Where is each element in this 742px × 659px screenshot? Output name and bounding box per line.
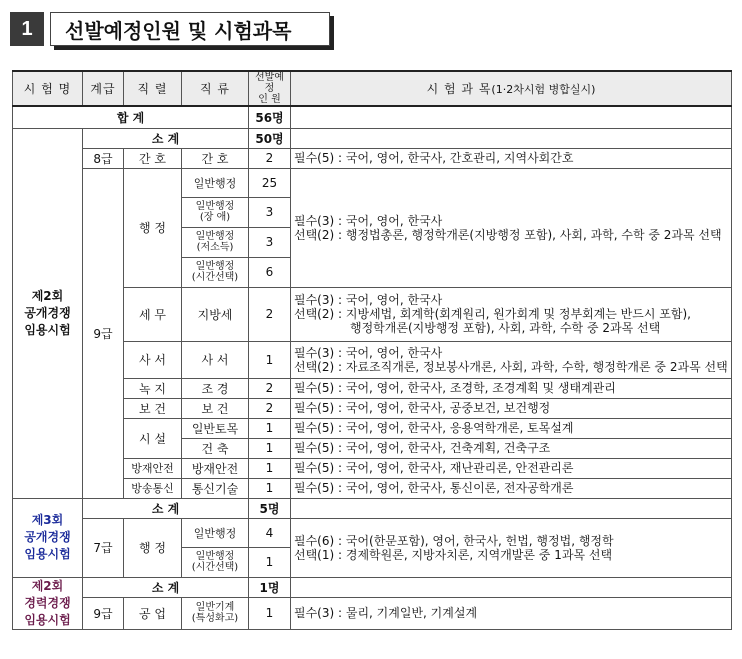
subjects-line: 필수(3) : 국어, 영어, 한국사 <box>294 345 443 360</box>
group2-subtotal-empty <box>291 498 732 518</box>
subjects-line: 필수(3) : 국어, 영어, 한국사 <box>294 213 443 228</box>
total-empty <box>291 106 732 128</box>
series-cell: 세 무 <box>124 287 182 341</box>
group2-name-l3: 임용시험 <box>24 547 71 561</box>
subjects-cell <box>291 518 732 577</box>
col-series: 직 렬 <box>124 71 182 106</box>
count-cell: 2 <box>249 287 291 341</box>
col-grade: 계급 <box>83 71 124 106</box>
kind-cell: 일반행정 <box>182 518 249 547</box>
col-count-line1: 선발예정 <box>255 72 284 94</box>
count-cell: 6 <box>249 257 291 287</box>
count-cell: 3 <box>249 227 291 257</box>
subjects-cell: 필수(3) : 물리, 기계일반, 기계설계 <box>291 598 732 629</box>
table-row <box>13 168 732 197</box>
col-exam-name: 시 험 명 <box>13 71 83 106</box>
kind-cell: 건 축 <box>182 438 249 458</box>
kind-line: (특성화고) <box>191 613 239 625</box>
series-cell: 행 정 <box>124 518 182 577</box>
kind-cell <box>182 598 249 629</box>
subjects-cell: 필수(5) : 국어, 영어, 한국사, 공중보건, 보건행정 <box>291 398 732 418</box>
subjects-cell <box>291 168 732 287</box>
group2-subtotal-label: 소 계 <box>83 498 249 518</box>
subjects-line: 필수(6) : 국어(한문포함), 영어, 한국사, 헌법, 행정법, 행정학 <box>294 533 614 548</box>
grade-cell: 9급 <box>83 598 124 629</box>
count-cell: 1 <box>249 478 291 498</box>
subjects-cell: 필수(5) : 국어, 영어, 한국사, 재난관리론, 안전관리론 <box>291 458 732 478</box>
col-subjects-label: 시 험 과 목 <box>426 82 492 96</box>
group1-subtotal: 50명 <box>249 128 291 148</box>
group3-subtotal: 1명 <box>249 577 291 598</box>
subjects-cell <box>291 287 732 341</box>
subjects-cell: 필수(5) : 국어, 영어, 한국사, 간호관리, 지역사회간호 <box>291 148 732 168</box>
series-cell: 사 서 <box>124 341 182 378</box>
series-cell: 방재안전 <box>124 458 182 478</box>
kind-cell: 일반행정 <box>182 168 249 197</box>
count-cell: 25 <box>249 168 291 197</box>
subjects-line: 선택(2) : 지방세법, 회계학(회계원리, 원가회계 및 정부회계는 반드시 포함), <box>294 307 691 321</box>
group3-name-l2: 경력경쟁 <box>24 595 71 610</box>
kind-cell: 방재안전 <box>182 458 249 478</box>
kind-line: 일반행정 <box>195 201 235 212</box>
subjects-cell: 필수(5) : 국어, 영어, 한국사, 조경학, 조경계획 및 생태계관리 <box>291 378 732 398</box>
group2-name <box>13 498 83 577</box>
col-subjects-note: (1·2차시험 병합실시) <box>491 83 596 96</box>
subjects-cell: 필수(5) : 국어, 영어, 한국사, 통신이론, 전자공학개론 <box>291 478 732 498</box>
count-cell: 1 <box>249 458 291 478</box>
group2-subtotal-row <box>13 498 732 518</box>
group1-subtotal-empty <box>291 128 732 148</box>
table-row <box>13 598 732 629</box>
series-cell: 시 설 <box>124 418 182 458</box>
series-cell: 방송통신 <box>124 478 182 498</box>
group3-name-l1: 제2회 <box>31 578 64 593</box>
table-header-row <box>13 71 732 106</box>
subjects-line: 필수(3) : 국어, 영어, 한국사 <box>294 293 443 307</box>
table-row <box>13 518 732 547</box>
grade-cell: 7급 <box>83 518 124 577</box>
kind-line: 일반기계 <box>195 602 235 614</box>
subjects-line: 행정학개론(지방행정 포함), 사회, 과학, 수학 중 2과목 선택 <box>350 321 661 335</box>
count-cell: 2 <box>249 148 291 168</box>
count-cell: 1 <box>249 438 291 458</box>
kind-line: 일반행정 <box>195 231 235 242</box>
kind-line: 일반행정 <box>195 261 235 272</box>
group1-subtotal-row <box>13 128 732 148</box>
kind-cell: 통신기술 <box>182 478 249 498</box>
kind-cell: 사 서 <box>182 341 249 378</box>
total-label: 합 계 <box>13 106 249 128</box>
kind-line: (저소득) <box>196 242 234 253</box>
col-subjects <box>291 71 732 106</box>
col-kind: 직 류 <box>182 71 249 106</box>
group3-subtotal-label: 소 계 <box>83 577 249 598</box>
count-cell: 1 <box>249 547 291 577</box>
grade-cell: 8급 <box>83 148 124 168</box>
count-cell: 3 <box>249 197 291 227</box>
subjects-line: 선택(1) : 경제학원론, 지방자치론, 지역개발론 중 1과목 선택 <box>294 547 613 562</box>
grade-cell: 9급 <box>83 168 124 498</box>
count-cell: 1 <box>249 341 291 378</box>
kind-line: (시간선택) <box>191 272 239 283</box>
subjects-line: 선택(2) : 행정법총론, 행정학개론(지방행정 포함), 사회, 과학, 수학 중 2과목 선택 <box>294 227 722 242</box>
kind-cell: 지방세 <box>182 287 249 341</box>
group3-subtotal-empty <box>291 577 732 598</box>
subjects-cell: 필수(5) : 국어, 영어, 한국사, 건축계획, 건축구조 <box>291 438 732 458</box>
group1-subtotal-label: 소 계 <box>83 128 249 148</box>
series-cell: 녹 지 <box>124 378 182 398</box>
subjects-line: 선택(2) : 자료조직개론, 정보봉사개론, 사회, 과학, 수학, 행정학개론 중 2과목 선택 <box>294 359 728 374</box>
group1-name-l3: 임용시험 <box>24 322 71 337</box>
group3-name-l3: 임용시험 <box>24 612 71 627</box>
recruitment-table <box>12 70 732 630</box>
kind-line: (장 애) <box>199 212 231 223</box>
group1-name-l2: 공개경쟁 <box>24 305 71 320</box>
total-count: 56명 <box>249 106 291 128</box>
kind-cell: 일반토목 <box>182 418 249 438</box>
kind-cell: 보 건 <box>182 398 249 418</box>
kind-cell <box>182 257 249 287</box>
series-cell: 보 건 <box>124 398 182 418</box>
total-row <box>13 106 732 128</box>
kind-cell <box>182 547 249 577</box>
subjects-cell <box>291 341 732 378</box>
kind-line: 일반행정 <box>195 551 235 562</box>
count-cell: 2 <box>249 378 291 398</box>
kind-cell: 조 경 <box>182 378 249 398</box>
col-count <box>249 71 291 106</box>
series-cell: 간 호 <box>124 148 182 168</box>
group1-name <box>13 128 83 498</box>
group2-subtotal: 5명 <box>249 498 291 518</box>
group2-name-l2: 공개경쟁 <box>24 530 71 544</box>
group2-name-l1: 제3회 <box>31 513 64 527</box>
group3-name <box>13 577 83 629</box>
series-cell: 행 정 <box>124 168 182 287</box>
group1-name-l1: 제2회 <box>31 288 64 303</box>
kind-cell <box>182 197 249 227</box>
count-cell: 4 <box>249 518 291 547</box>
count-cell: 2 <box>249 398 291 418</box>
count-cell: 1 <box>249 418 291 438</box>
group3-subtotal-row <box>13 577 732 598</box>
kind-cell: 간 호 <box>182 148 249 168</box>
table-row <box>13 148 732 168</box>
section-title: 선발예정인원 및 시험과목 <box>50 12 330 46</box>
col-count-line2: 인 원 <box>258 94 281 105</box>
kind-line: (시간선택) <box>191 562 239 573</box>
subjects-cell: 필수(5) : 국어, 영어, 한국사, 응용역학개론, 토목설계 <box>291 418 732 438</box>
count-cell: 1 <box>249 598 291 629</box>
kind-cell <box>182 227 249 257</box>
section-number: 1 <box>10 12 44 46</box>
series-cell: 공 업 <box>124 598 182 629</box>
